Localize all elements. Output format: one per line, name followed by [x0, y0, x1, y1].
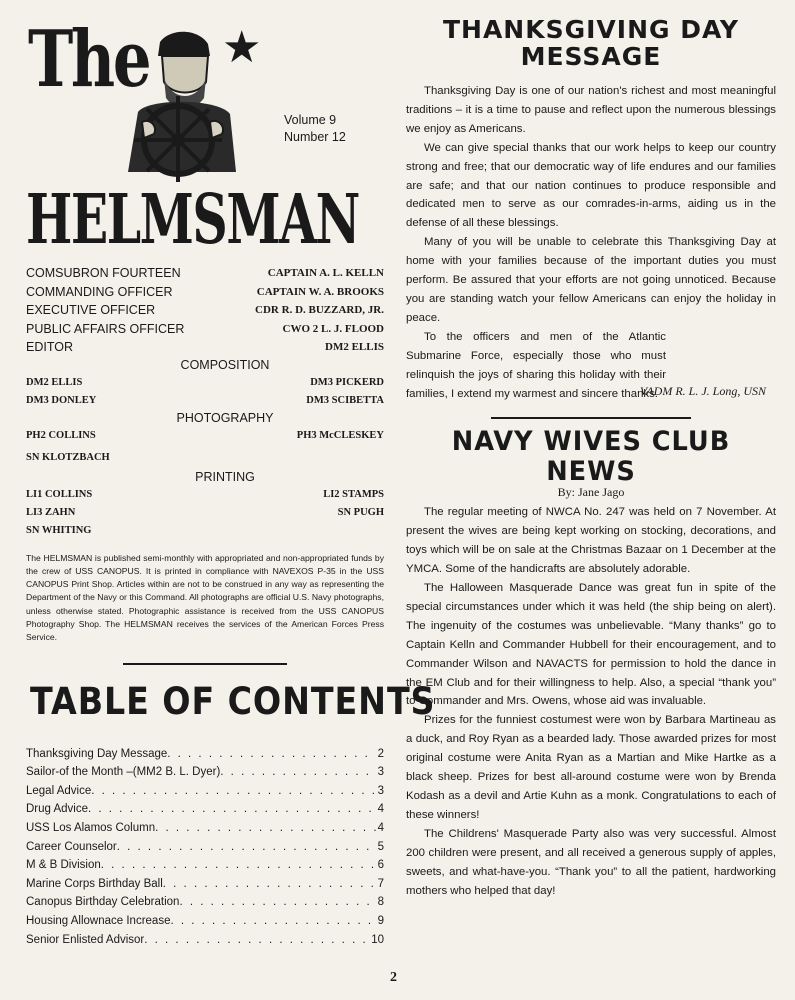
toc-leader: [220, 763, 375, 782]
paragraph: Prizes for the funniest costumest were won by Barbara Martineau as a duck, and Roy Ryan as a bearded lady. Those awarded prizes for most original costume were Anita Ryan as a Martian and Mike Hartke as a black sheep. Prizes for best all-around costume were won by Brenda Kodash as a devil and Artie Kuhn as a monk. Congratulations to each of these winners!: [406, 714, 776, 821]
toc-leader: [163, 875, 376, 894]
signature: VADM R. L. J. Long, USN: [639, 384, 766, 399]
toc-item-page: 7: [377, 877, 384, 890]
staff-row: [26, 338, 384, 357]
crew-row: [26, 392, 384, 410]
divider: [123, 663, 287, 665]
staff-role: EDITOR: [26, 340, 73, 354]
masthead-the: The: [28, 14, 150, 105]
toc-title: TABLE OF CONTENTS: [30, 679, 436, 723]
crew-name: DM3 PICKERD: [310, 376, 384, 388]
toc-item-title: Drug Advice: [26, 803, 89, 816]
paragraph: Many of you will be unable to celebrate this Thanksgiving Day at home with your families because of the important duties you must perform. Be assured that your efforts are not going unnoticed. Because you are standing watch your fellow Americans can enjoy the holiday in peace.: [406, 236, 776, 324]
crew-name: DM2 ELLIS: [26, 376, 83, 388]
paragraph: The regular meeting of NWCA No. 247 was held on 7 November. At present the wives are being kept working on stocking, decorations, and toys which will be on sale at the Christmas Bazaar on 1 December at the YMCA. Some of the handicrafts are absolutely adorable.: [406, 506, 776, 576]
staff-role: PUBLIC AFFAIRS OFFICER: [26, 321, 185, 336]
crew-name: SN WHITING: [26, 524, 92, 536]
thanksgiving-message: [406, 82, 776, 403]
toc-item-title: M & B Division: [26, 859, 101, 872]
staff-list: [26, 264, 384, 540]
toc-item-page: 3: [377, 766, 384, 779]
toc-item-page: 6: [377, 859, 384, 872]
crew-row: [26, 522, 384, 540]
toc-leader: [155, 819, 375, 838]
crew-name: SN KLOTZBACH: [26, 451, 110, 463]
toc-leader: [144, 931, 369, 950]
paragraph: To the officers and men of the Atlantic Submarine Force, especially those who must relinquish the joys of sharing this holiday with their families, I extend my warmest and sincere thanks.: [406, 330, 666, 400]
staff-row: [26, 283, 384, 302]
crew-row: [26, 449, 384, 467]
crew-name: PH2 COLLINS: [26, 429, 96, 441]
toc-item-title: Career Counselor: [26, 840, 117, 853]
crew-name: SN PUGH: [337, 506, 384, 518]
paragraph: Thanksgiving Day is one of our nation's richest and most meaningful traditions – it is a time to pause and reflect upon the numerous blessings we enjoy as Americans.: [406, 85, 776, 135]
toc-item-page: 8: [377, 896, 384, 909]
right-column: [406, 14, 776, 900]
toc-leader: [117, 838, 376, 857]
toc-item-title: Marine Corps Birthday Ball: [26, 877, 163, 890]
crew-name: LI3 ZAHN: [26, 506, 76, 518]
crew-name: PH3 McCLESKEY: [296, 429, 384, 441]
staff-name: CWO 2 L. J. FLOOD: [282, 322, 384, 335]
toc-item: [26, 838, 384, 857]
photography-heading: PHOTOGRAPHY: [176, 410, 274, 425]
staff-row: [26, 301, 384, 320]
toc-item-title: USS Los Alamos Column: [26, 821, 156, 834]
toc-item: [26, 782, 384, 801]
toc-item-page: 9: [377, 914, 384, 927]
crew-row: [26, 374, 384, 392]
toc-leader: [101, 856, 376, 875]
staff-name: CDR R. D. BUZZARD, JR.: [255, 304, 384, 316]
staff-name: CAPTAIN W. A. BROOKS: [256, 285, 384, 298]
toc-item-page: 4: [377, 803, 384, 816]
toc-item-page: 10: [371, 933, 384, 946]
paragraph: We can give special thanks that our work helps to keep our country strong and free; that our democratic way of life endures and our families are safe; and that our nation continues to produce responsible and dedicated men to serve as our comrades-in-arms, aiding us in the defense of all these blessings.: [406, 141, 776, 230]
crew-name: DM3 DONLEY: [26, 394, 97, 406]
publication-notice: The HELMSMAN is published semi-monthly with appropriated and non-appropriated funds by the crew of USS CANOPUS. It is printed in compliance with NAVEXOS P-35 in the USS CANOPUS Print Shop. Articles within are not to be construed in any way as representing the Department of the Navy or this Command. All photographs are official U.S. Navy photographs, unless otherwise stated. Photographic assistance is received from the USS CANOPUS Photography Shop. The HELMSMAN receives the services of the American Forces Press Service.: [26, 552, 384, 643]
thanksgiving-title-line: THANKSGIVING DAY: [442, 15, 740, 44]
toc-item-page: 2: [377, 747, 384, 760]
star-icon: ★: [222, 23, 262, 72]
issue-number: Number 12: [284, 130, 346, 144]
staff-role: COMSUBRON FOURTEEN: [26, 266, 181, 280]
crew-name: LI1 COLLINS: [26, 488, 93, 500]
staff-name: CAPTAIN A. L. KELLN: [267, 267, 384, 279]
toc-item: [26, 931, 384, 950]
toc-item: [26, 912, 384, 931]
toc-leader: [167, 745, 375, 764]
toc-item-page: 5: [377, 840, 384, 853]
toc-item-title: Housing Allownace Increase: [26, 914, 171, 927]
crew-row: [26, 427, 384, 445]
toc-item-title: Canopus Birthday Celebration: [26, 896, 180, 909]
thanksgiving-title-line: MESSAGE: [520, 42, 662, 71]
left-column: [26, 14, 436, 949]
toc-item: [26, 745, 384, 764]
staff-row: [26, 264, 384, 283]
helmsman-illustration: [98, 22, 238, 182]
staff-name: DM2 ELLIS: [325, 341, 384, 353]
composition-heading: COMPOSITION: [180, 357, 270, 372]
toc-item: [26, 875, 384, 894]
toc-leader: [91, 782, 375, 801]
volume-info: [284, 112, 346, 146]
toc-leader: [179, 893, 375, 912]
masthead-title: HELMSMAN: [26, 180, 359, 260]
staff-role: COMMANDING OFFICER: [26, 284, 173, 299]
toc-item-page: 3: [377, 784, 384, 797]
toc-leader: [170, 912, 375, 931]
crew-name: DM3 SCIBETTA: [306, 394, 384, 406]
toc-item: [26, 819, 384, 838]
volume: Volume 9: [284, 113, 337, 127]
crew-name: LI2 STAMPS: [323, 488, 384, 500]
staff-role: EXECUTIVE OFFICER: [26, 303, 156, 317]
wives-club-title: NAVY WIVES CLUB NEWS: [451, 426, 731, 488]
toc-item-title: Senior Enlisted Advisor: [26, 933, 145, 946]
paragraph: The Childrens' Masquerade Party also was very successful. Almost 200 children were present, and all received a generous supply of apples, sweets, and what-have-you. “Thank you” to all the patient, hardworking mothers who helped that day!: [406, 827, 776, 897]
page-number: 2: [390, 970, 397, 985]
crew-row: [26, 486, 384, 504]
paragraph: The Halloween Masquerade Dance was great fun in spite of the special circumstances under which it was held (the ship being on alert). The ingenuity of the costumes was unbelievable. “Many thanks” go to Captain Kelln and Commander Hubbell for their encouragement, and to Commander Wilson and NAVACTS for permission to hold the dance in the EM Club and for their willingness to help. Also, a special “thank you” to Commander and Mrs. Owens, whose aid was invaluable.: [406, 582, 776, 708]
toc-leader: [88, 800, 376, 819]
toc-item: [26, 856, 384, 875]
printing-heading: PRINTING: [195, 469, 255, 484]
masthead: [26, 14, 384, 260]
toc-item-page: 4: [377, 821, 384, 834]
thanksgiving-title: [406, 16, 776, 70]
table-of-contents: [26, 745, 384, 950]
divider: [491, 417, 691, 419]
wives-club-article: [406, 503, 776, 900]
toc-item: [26, 763, 384, 782]
crew-row: [26, 504, 384, 522]
toc-item: [26, 800, 384, 819]
toc-item: [26, 893, 384, 912]
toc-item-title: Sailor-of the Month –(MM2 B. L. Dyer): [26, 766, 221, 779]
staff-row: [26, 320, 384, 339]
toc-item-title: Thanksgiving Day Message: [26, 747, 168, 760]
toc-item-title: Legal Advice: [26, 784, 92, 797]
byline: By: Jane Jago: [557, 485, 625, 500]
